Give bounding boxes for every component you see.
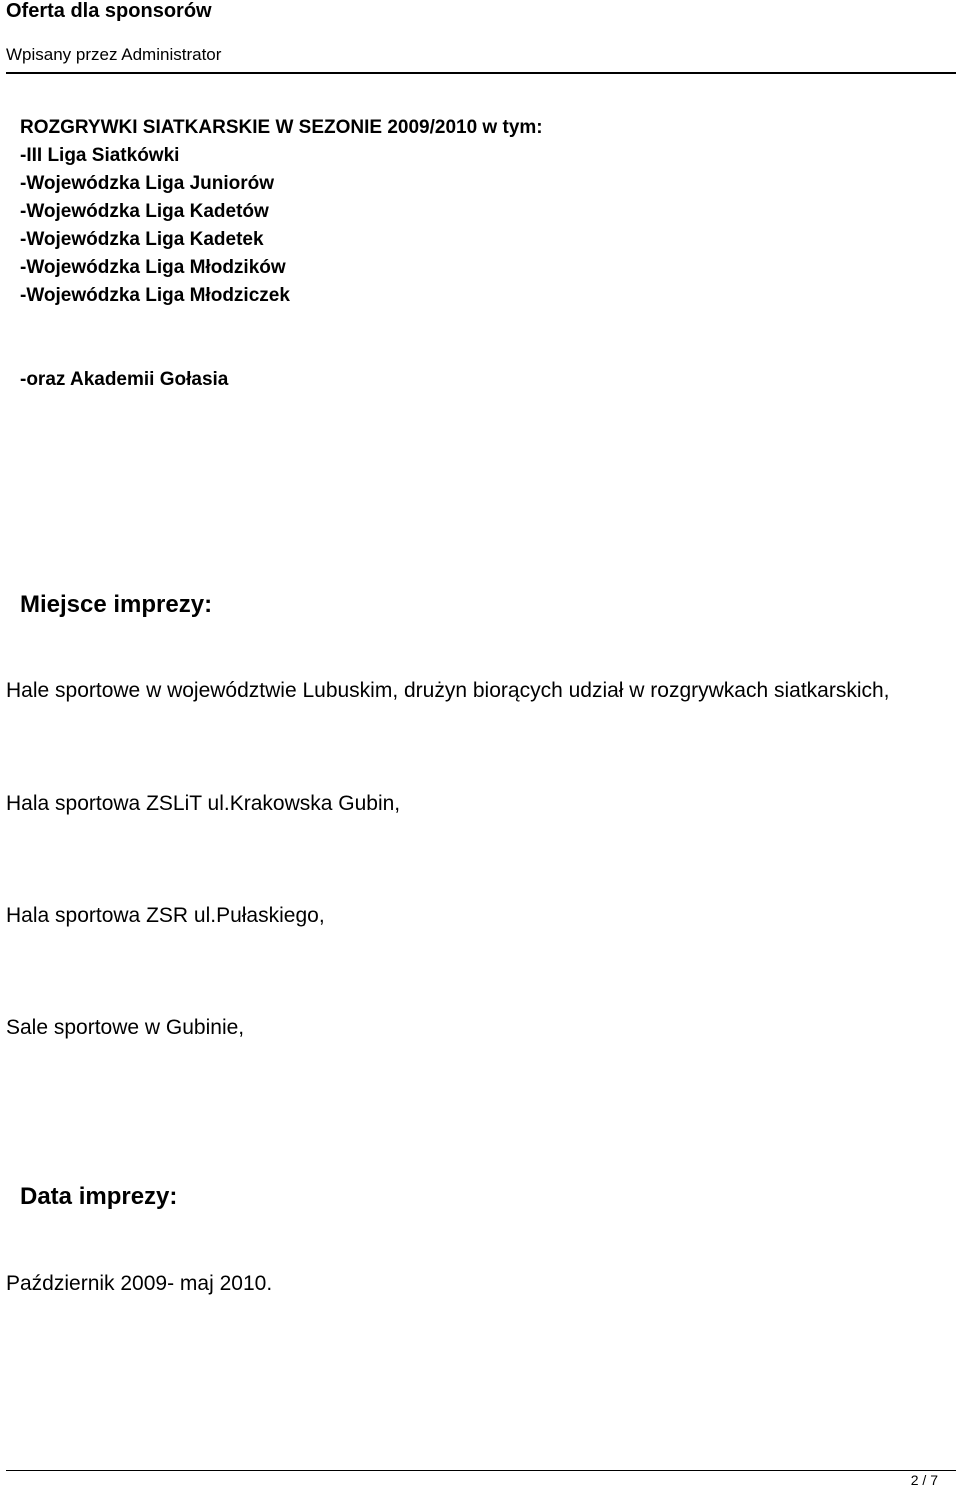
venue-paragraph: Sale sportowe w Gubinie, <box>6 1016 245 1039</box>
document-title: Oferta dla sponsorów <box>6 0 212 22</box>
footer-divider <box>6 1470 956 1471</box>
venue-paragraph: Hala sportowa ZSLiT ul.Krakowska Gubin, <box>6 792 401 815</box>
league-line: -Wojewódzka Liga Kadetów <box>20 201 269 222</box>
date-value: Październik 2009- maj 2010. <box>6 1272 273 1295</box>
league-line: -Wojewódzka Liga Kadetek <box>20 229 264 250</box>
page-number: 2 / 7 <box>910 1472 938 1488</box>
league-line: -Wojewódzka Liga Juniorów <box>20 173 275 194</box>
date-heading: Data imprezy: <box>20 1183 178 1210</box>
league-line: -III Liga Siatkówki <box>20 145 180 166</box>
venue-paragraph: Hala sportowa ZSR ul.Pułaskiego, <box>6 904 325 927</box>
league-line-heading: ROZGRYWKI SIATKARSKIE W SEZONIE 2009/2010 w tym: <box>20 117 543 138</box>
league-line: -Wojewódzka Liga Młodziczek <box>20 285 290 306</box>
venue-heading: Miejsce imprezy: <box>20 591 213 618</box>
league-line: -Wojewódzka Liga Młodzików <box>20 257 286 278</box>
author-line: Wpisany przez Administrator <box>6 45 222 64</box>
venue-paragraph: Hale sportowe w województwie Lubuskim, drużyn biorących udział w rozgrywkach siatkarskich, <box>6 679 890 702</box>
header-divider <box>6 72 956 74</box>
academy-line: -oraz Akademii Gołasia <box>20 369 229 390</box>
